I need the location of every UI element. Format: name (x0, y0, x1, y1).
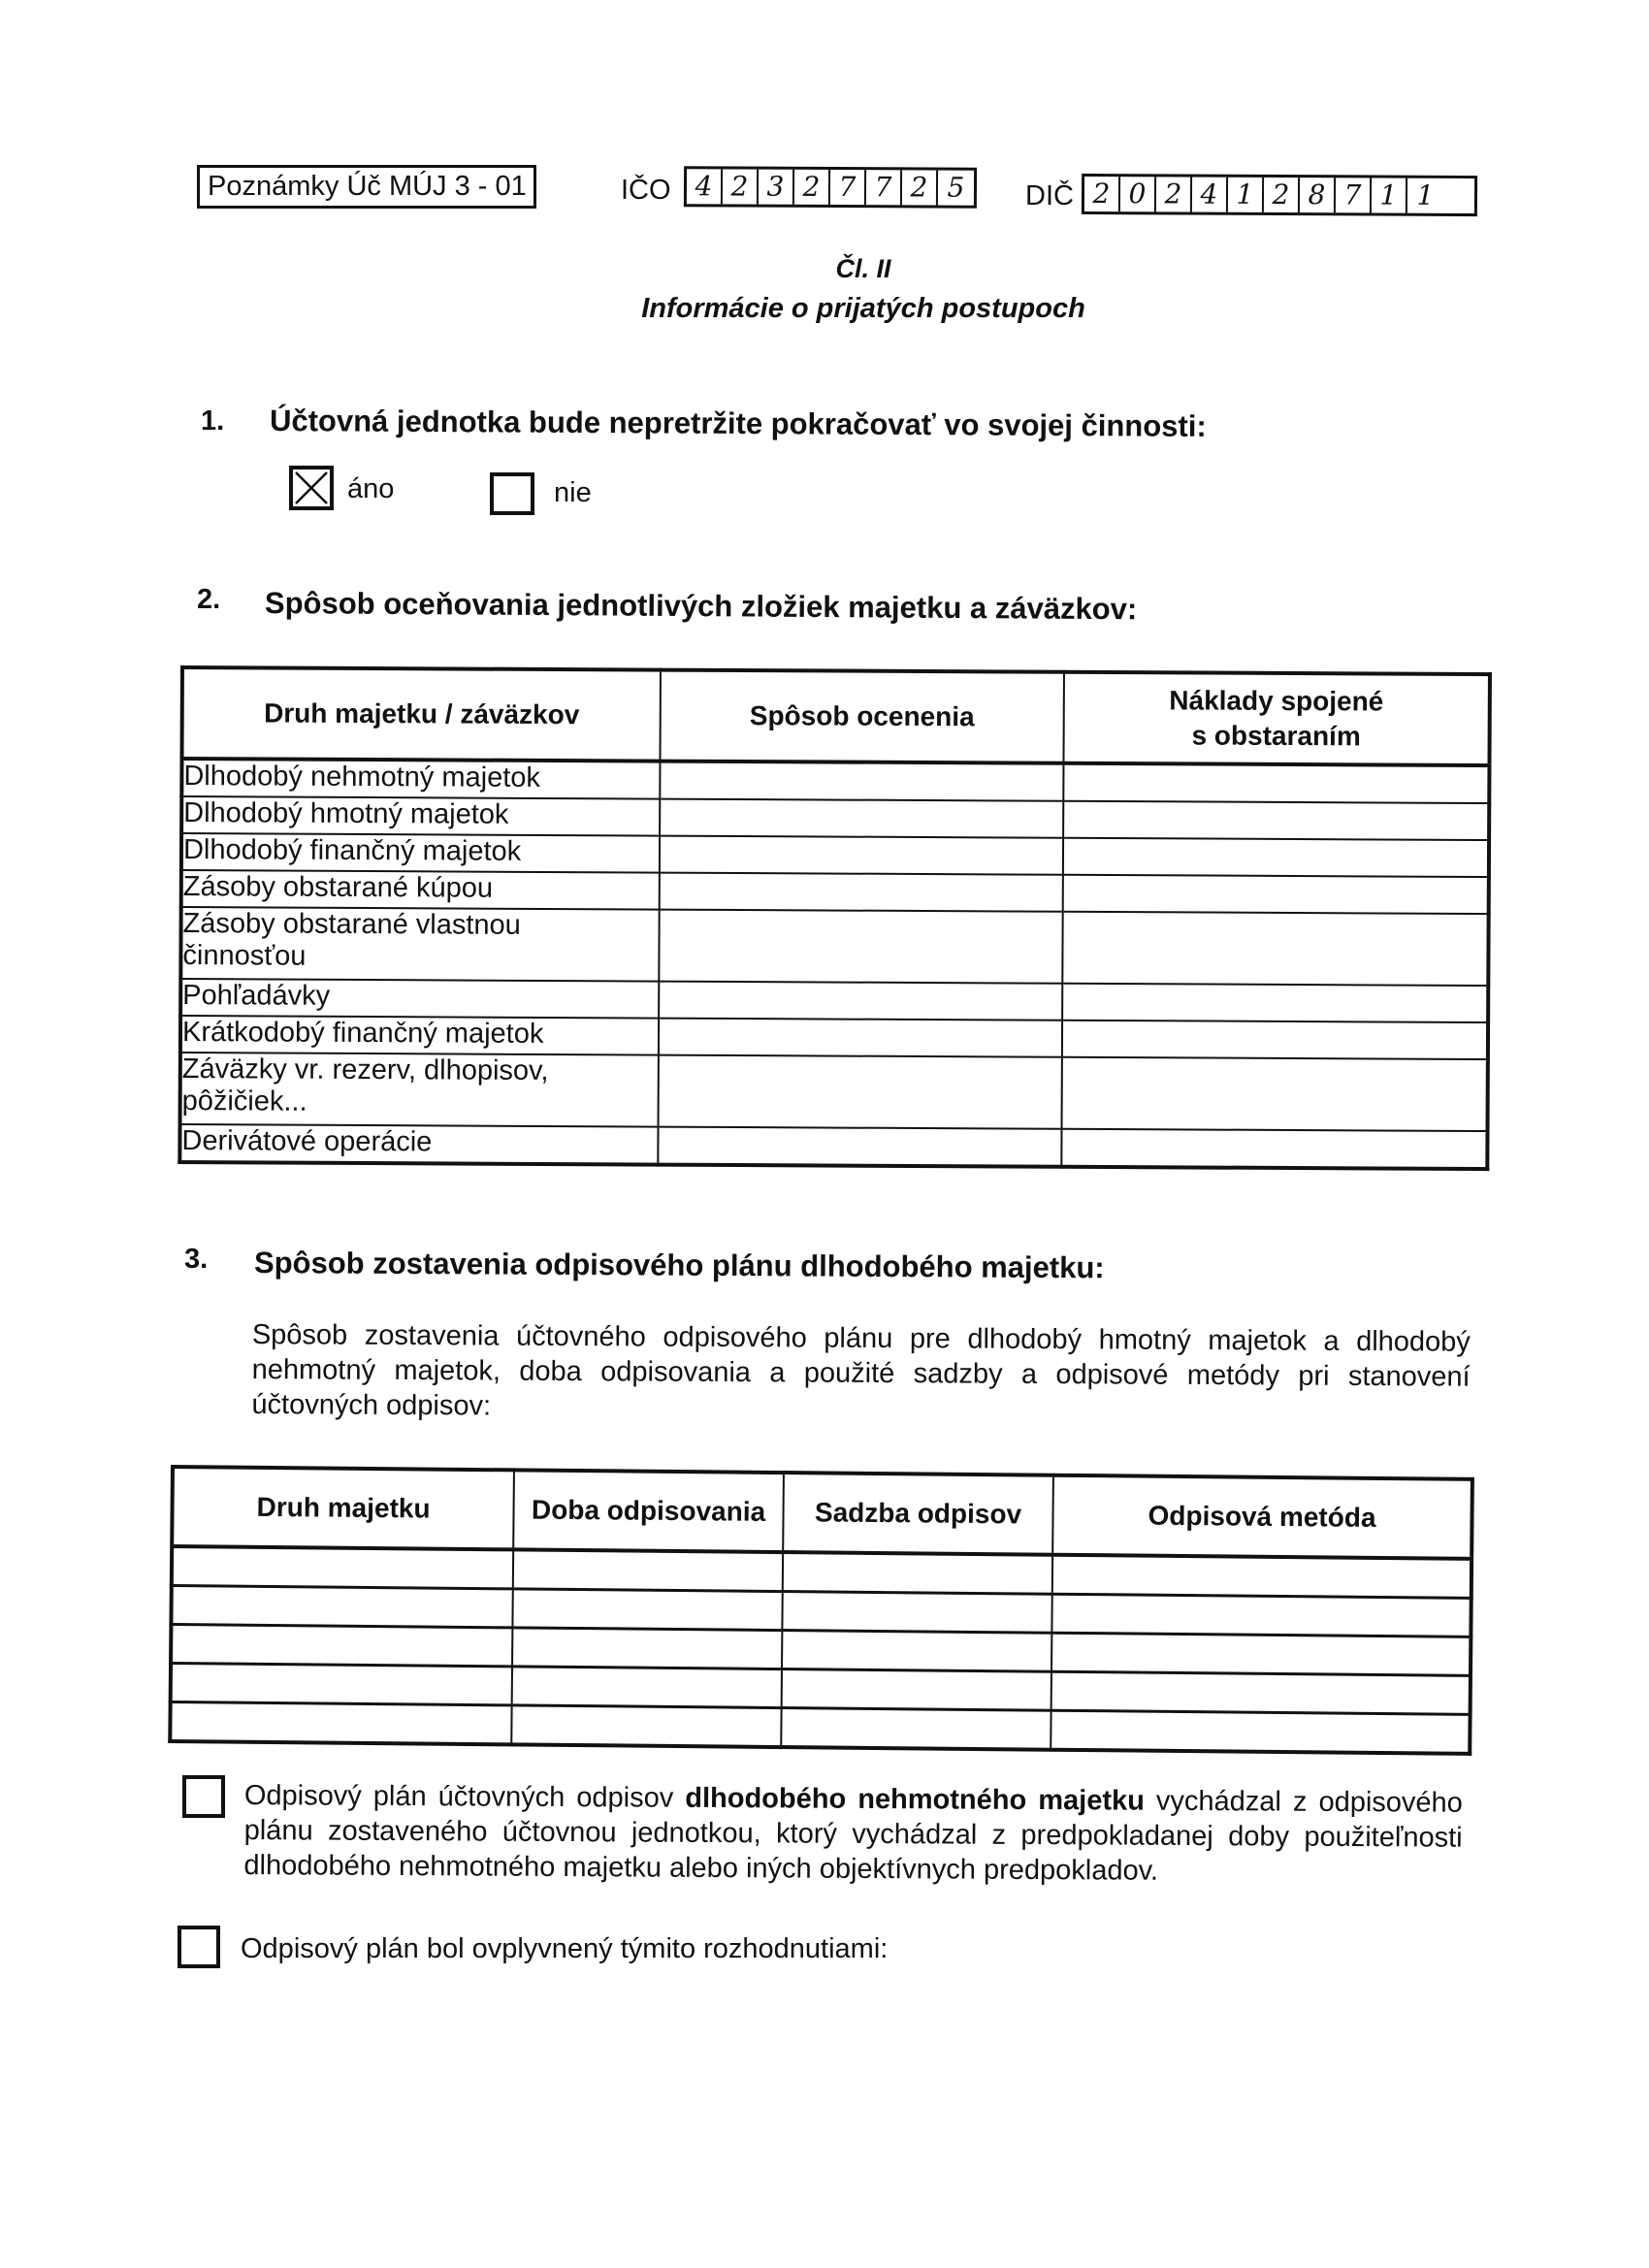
header-depreciation-method: Odpisová metóda (1052, 1475, 1472, 1559)
ico-digit[interactable]: 7 (830, 170, 866, 205)
dic-digit[interactable]: 8 (1300, 178, 1336, 212)
method-cell[interactable] (1052, 1555, 1471, 1599)
costs-cell[interactable] (1062, 1057, 1488, 1131)
costs-cell[interactable] (1063, 801, 1489, 840)
valuation-cell[interactable] (659, 982, 1062, 1021)
costs-cell[interactable] (1061, 1129, 1487, 1169)
header-costs-line2: s obstaraním (1191, 720, 1361, 752)
intangible-plan-text (243, 1778, 1463, 1891)
asset-type-cell: Dlhodobý nehmotný majetok (181, 759, 660, 799)
ico-digit[interactable]: 5 (947, 171, 965, 204)
valuation-cell[interactable] (659, 910, 1062, 984)
valuation-cell[interactable] (660, 873, 1063, 912)
asset-type-line1: Záväzky vr. rezerv, dlhopisov, (181, 1053, 549, 1086)
valuation-cell[interactable] (659, 1055, 1062, 1129)
costs-cell[interactable] (1063, 875, 1489, 914)
dic-digit[interactable]: 1 (1228, 178, 1264, 212)
section-3-number: 3. (184, 1244, 209, 1275)
asset-type-cell[interactable] (171, 1664, 512, 1705)
costs-cell[interactable] (1062, 984, 1488, 1022)
costs-cell[interactable] (1062, 1021, 1488, 1059)
header-depreciation-rate: Sadzba odpisov (783, 1473, 1053, 1555)
table-row (179, 1124, 1487, 1169)
ico-digit[interactable]: 2 (794, 170, 830, 205)
header-acquisition-costs (1063, 672, 1489, 765)
dic-digit[interactable]: 1 (1372, 178, 1407, 212)
asset-type-cell: Dlhodobý finančný majetok (181, 833, 660, 873)
ano-checkbox[interactable] (289, 466, 334, 510)
ico-label: IČO (621, 175, 671, 206)
nie-checkbox[interactable] (490, 472, 534, 515)
table-row (180, 1053, 1488, 1131)
valuation-cell[interactable] (660, 799, 1063, 838)
rate-cell[interactable] (781, 1708, 1051, 1750)
period-cell[interactable] (513, 1549, 783, 1591)
ico-field[interactable] (684, 166, 977, 209)
method-cell[interactable] (1051, 1671, 1471, 1714)
dic-label: DIČ (1025, 180, 1074, 211)
period-cell[interactable] (512, 1589, 782, 1631)
asset-type-line2: činnosťou (182, 940, 307, 972)
ano-label: áno (347, 473, 395, 504)
dic-digit[interactable]: 1 (1416, 178, 1435, 211)
decisions-text: Odpisový plán bol ovplyvnený týmito rozhodnutiami: (241, 1933, 889, 1964)
ico-digit[interactable]: 4 (687, 169, 723, 204)
costs-cell[interactable] (1063, 763, 1489, 803)
ico-digit[interactable]: 2 (723, 169, 759, 204)
period-cell[interactable] (512, 1628, 782, 1669)
section-2-number: 2. (197, 584, 221, 615)
asset-type-cell[interactable] (171, 1586, 512, 1628)
method-cell[interactable] (1051, 1594, 1471, 1636)
asset-type-cell (180, 1053, 659, 1127)
header-depreciation-period: Doba odpisovania (513, 1470, 784, 1552)
header-asset-type: Druh majetku / záväzkov (181, 667, 660, 761)
ico-digit[interactable]: 7 (866, 170, 902, 205)
asset-type-cell: Pohľadávky (180, 979, 659, 1019)
period-cell[interactable] (511, 1705, 781, 1747)
depreciation-table (168, 1465, 1474, 1756)
method-cell[interactable] (1051, 1633, 1471, 1675)
checked-x-icon (293, 470, 330, 506)
asset-type-cell: Zásoby obstarané kúpou (181, 870, 660, 910)
method-cell[interactable] (1051, 1710, 1470, 1754)
asset-type-cell: Krátkodobý finančný majetok (180, 1016, 659, 1055)
asset-type-cell[interactable] (172, 1546, 513, 1589)
intangible-plan-checkbox[interactable] (182, 1775, 225, 1818)
ico-digit[interactable]: 2 (902, 170, 938, 205)
nie-label: nie (554, 477, 592, 508)
section-3-description: Spôsob zostavenia účtovného odpisového plánu pre dlhodobý hmotný majetok a dlhodobý nehmotný majetok, doba odpisovania a použité sadzby a odpisové metódy pri stanovení účtovných odpisov: (251, 1319, 1471, 1422)
rate-cell[interactable] (783, 1552, 1052, 1594)
article-title: Informácie o prijatých postupoch (641, 293, 1085, 324)
table-row (180, 907, 1488, 986)
rate-cell[interactable] (782, 1631, 1051, 1672)
period-cell[interactable] (512, 1667, 782, 1708)
section-1-number: 1. (201, 405, 225, 437)
article-number: Čl. II (835, 254, 891, 283)
dic-digit[interactable]: 2 (1156, 177, 1192, 211)
form-code-box: Poznámky Úč MÚJ 3 - 01 (197, 165, 536, 209)
dic-digit[interactable]: 0 (1120, 177, 1156, 211)
table-header-row (181, 667, 1489, 765)
valuation-table (178, 665, 1492, 1171)
table-header-row (172, 1467, 1472, 1559)
section-3-title: Spôsob zostavenia odpisového plánu dlhodobého majetku: (253, 1246, 1105, 1285)
dic-field[interactable] (1082, 174, 1477, 216)
header-valuation-method: Spôsob ocenenia (660, 670, 1063, 763)
intangible-plan-text-start: Odpisový plán účtovných odpisov (243, 1780, 686, 1814)
asset-type-cell: Derivátové operácie (179, 1124, 658, 1165)
header-costs-line1: Náklady spojené (1169, 685, 1384, 717)
decisions-checkbox[interactable] (178, 1926, 220, 1968)
valuation-cell[interactable] (659, 1019, 1062, 1057)
valuation-cell[interactable] (660, 836, 1063, 875)
section-2-title: Spôsob oceňovania jednotlivých zložiek majetku a záväzkov: (264, 586, 1138, 627)
asset-type-line1: Zásoby obstarané vlastnou (182, 908, 521, 941)
costs-cell[interactable] (1062, 912, 1488, 986)
ico-digit[interactable]: 3 (759, 170, 794, 205)
asset-type-cell[interactable] (171, 1625, 512, 1667)
asset-type-line2: pôžičiek... (181, 1085, 307, 1118)
header-asset-type: Druh majetku (172, 1467, 514, 1549)
dic-digit[interactable]: 2 (1084, 177, 1120, 211)
rate-cell[interactable] (782, 1669, 1051, 1711)
asset-type-cell: Dlhodobý hmotný majetok (181, 796, 660, 836)
asset-type-cell (180, 907, 659, 982)
dic-digit[interactable]: 2 (1264, 178, 1300, 212)
asset-type-cell[interactable] (170, 1702, 511, 1745)
intangible-plan-text-end: vychádzal z odpisového plánu zostaveného účtovnou jednotkou, ktorý vychádzal z predpokladanej doby použiteľnosti dlhodobého nehmotného majetku alebo iných objektívnych predpokladov. (243, 1785, 1463, 1887)
rate-cell[interactable] (782, 1592, 1051, 1634)
valuation-cell[interactable] (658, 1127, 1061, 1167)
valuation-cell[interactable] (660, 761, 1063, 801)
costs-cell[interactable] (1063, 838, 1489, 877)
section-1-title: Účtovná jednotka bude nepretržite pokračovať vo svojej činnosti: (269, 404, 1207, 443)
intangible-plan-text-bold: dlhodobého nehmotného majetku (685, 1782, 1146, 1817)
dic-digit[interactable]: 4 (1192, 178, 1228, 212)
dic-digit[interactable]: 7 (1336, 178, 1372, 212)
